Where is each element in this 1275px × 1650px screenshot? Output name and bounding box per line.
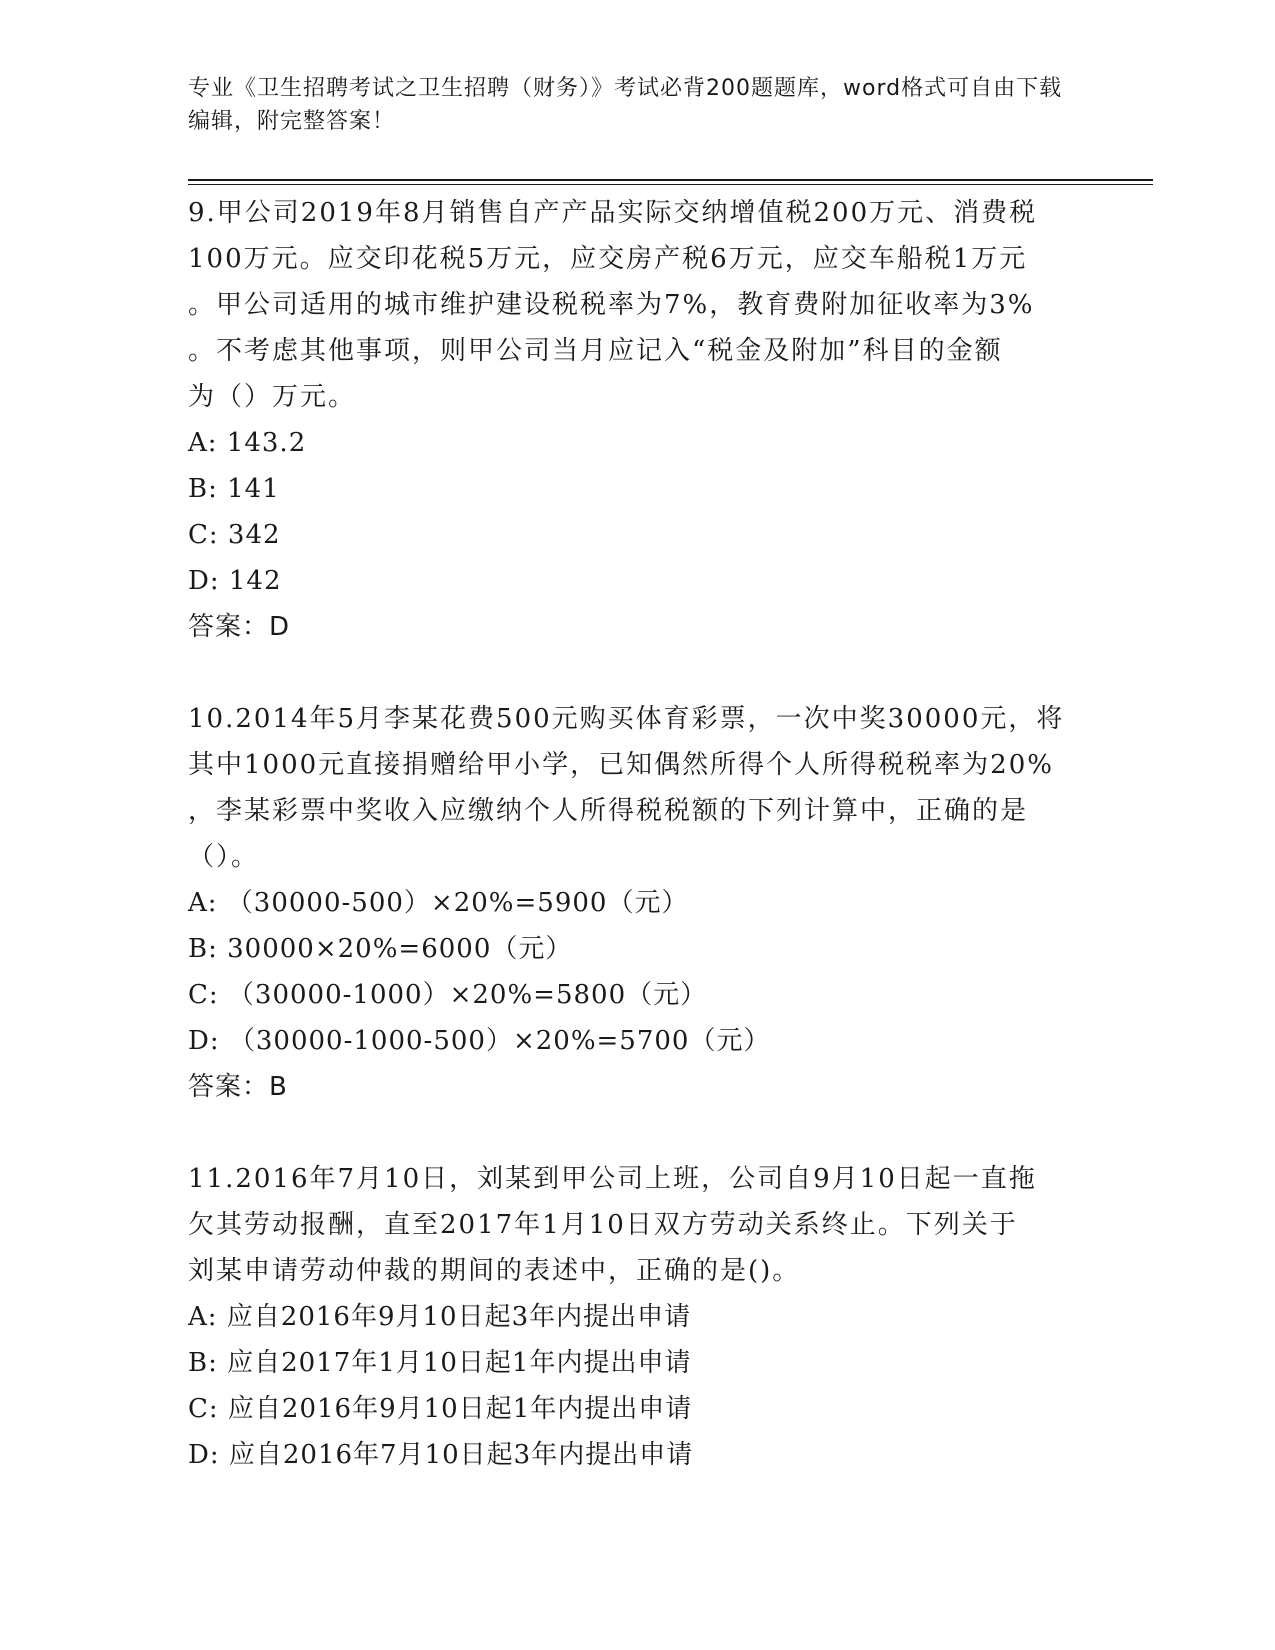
question-stem-line: 100万元。应交印花税5万元，应交房产税6万元，应交车船税1万元 [188,244,1028,274]
question-stem-line: 9.甲公司2019年8月销售自产产品实际交纳增值税200万元、消费税 [188,198,1038,228]
question-spacer [188,1110,1088,1156]
option-b: B: 141 [188,474,280,504]
header-divider-thin [188,184,1153,185]
option-d: D: （30000-1000-500）×20%=5700（元） [188,1026,771,1056]
header-divider-thick [188,179,1153,181]
question-spacer [188,650,1088,696]
question-9 [188,190,1088,650]
question-stem-line: （）。 [188,842,260,872]
option-b: B: 30000×20%=6000（元） [188,934,573,964]
question-stem-line: 。不考虑其他事项，则甲公司当月应记入“税金及附加”科目的金额 [188,336,1003,366]
answer-line: 答案：D [188,612,291,642]
question-list [188,190,1088,1478]
option-a: A: 143.2 [188,428,307,458]
option-a: A: （30000-500）×20%=5900（元） [188,888,689,918]
question-stem-line: 。甲公司适用的城市维护建设税税率为7%，教育费附加征收率为3% [188,290,1035,320]
question-10 [188,696,1088,1110]
question-stem-line: 刘某申请劳动仲裁的期间的表述中，正确的是()。 [188,1256,801,1286]
question-stem-line: ，李某彩票中奖收入应缴纳个人所得税税额的下列计算中，正确的是 [188,796,1029,826]
document-header: 专业《卫生招聘考试之卫生招聘（财务）》考试必背200题题库，word格式可自由下载编辑，附完整答案！ [188,76,1063,134]
question-11 [188,1156,1088,1478]
question-stem-line: 其中1000元直接捐赠给甲小学，已知偶然所得个人所得税税率为20% [188,750,1054,780]
option-c: C: 应自2016年9月10日起1年内提出申请 [188,1394,693,1424]
question-stem-line: 欠其劳动报酬，直至2017年1月10日双方劳动关系终止。下列关于 [188,1210,1018,1240]
question-stem-line: 为（）万元。 [188,382,357,412]
option-d: D: 应自2016年7月10日起3年内提出申请 [188,1440,694,1470]
question-stem-line: 11.2016年7月10日，刘某到甲公司上班，公司自9月10日起一直拖 [188,1164,1037,1194]
option-c: C: （30000-1000）×20%=5800（元） [188,980,708,1010]
answer-line: 答案：B [188,1072,288,1102]
option-d: D: 142 [188,566,282,596]
option-c: C: 342 [188,520,281,550]
option-a: A: 应自2016年9月10日起3年内提出申请 [188,1302,692,1332]
option-b: B: 应自2017年1月10日起1年内提出申请 [188,1348,692,1378]
question-stem-line: 10.2014年5月李某花费500元购买体育彩票，一次中奖30000元，将 [188,704,1065,734]
